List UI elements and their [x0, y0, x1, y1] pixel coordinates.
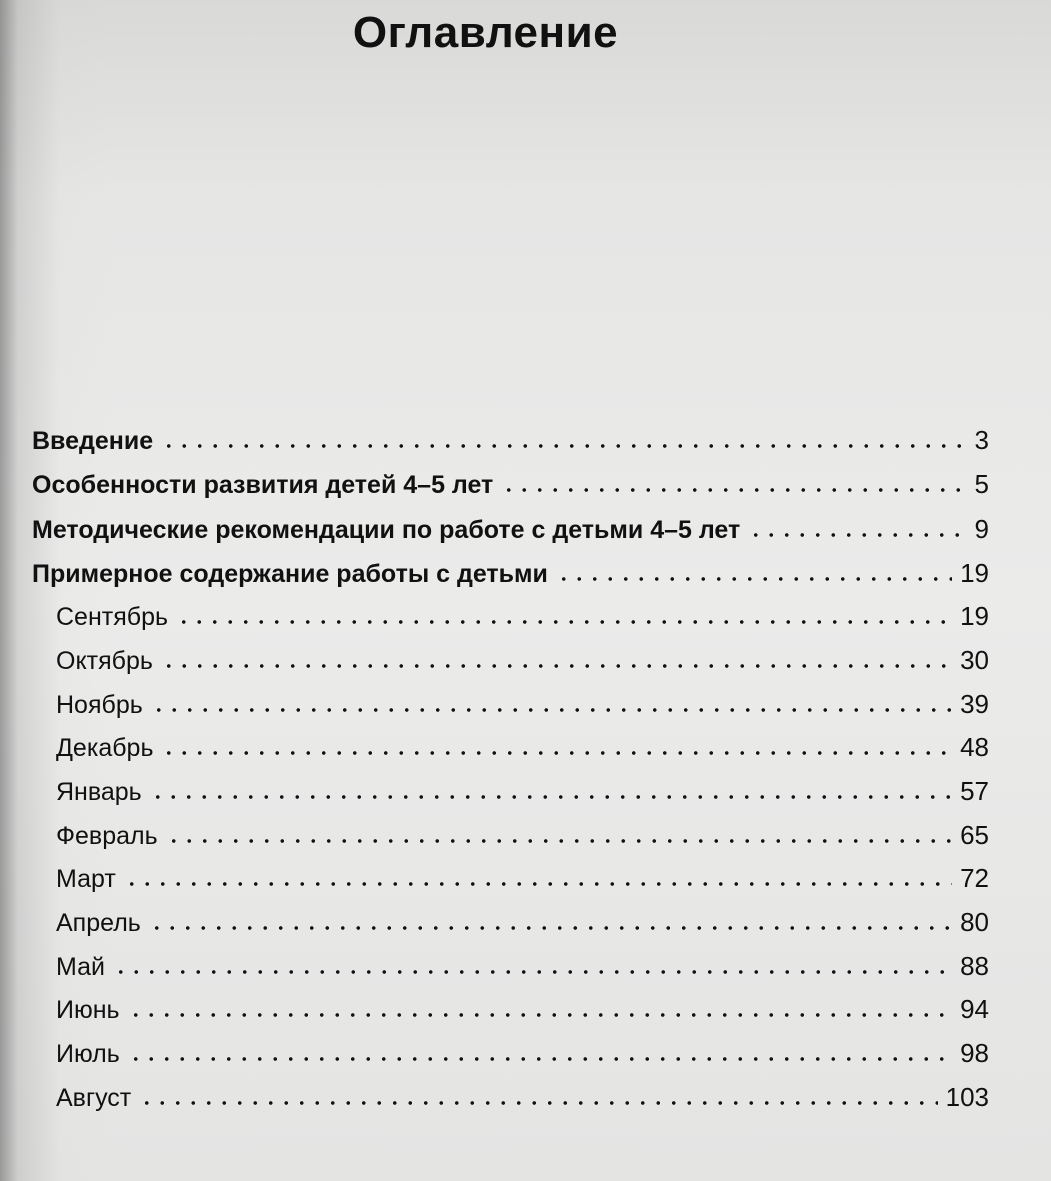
- toc-entry: [56, 942, 989, 982]
- toc-entry-label: Особенности развития детей 4–5 лет: [32, 471, 494, 499]
- toc-entry: [56, 811, 989, 851]
- dot-leader: [161, 750, 952, 756]
- toc-entry: [56, 680, 989, 720]
- toc-entry-page: 19: [960, 601, 989, 631]
- toc-entry: [32, 505, 989, 545]
- toc-entry-page: 72: [960, 863, 989, 893]
- toc-entry: [56, 985, 989, 1025]
- dot-leader: [128, 1056, 952, 1062]
- toc-entry: [32, 549, 989, 589]
- toc-entry-label: Февраль: [56, 822, 158, 850]
- toc-entry-label: Примерное содержание работы с детьми: [32, 560, 548, 588]
- dot-leader: [151, 707, 952, 713]
- page-title: Оглавление: [352, 8, 619, 57]
- toc-entry-label: Апрель: [56, 909, 141, 937]
- toc-entry-label: Июль: [56, 1040, 120, 1068]
- dot-leader: [139, 1100, 937, 1106]
- toc-entry-label: Октябрь: [56, 647, 153, 675]
- toc-entry-page: 19: [960, 558, 989, 588]
- dot-leader: [176, 619, 952, 625]
- dot-leader: [128, 1012, 953, 1018]
- toc-entry-page: 94: [960, 994, 989, 1024]
- toc-entry-page: 65: [960, 820, 989, 850]
- toc-entry: [56, 1029, 989, 1069]
- toc-entry: [56, 767, 989, 807]
- toc-entry-page: 9: [974, 514, 989, 544]
- toc-entry-label: Ноябрь: [56, 691, 143, 719]
- toc-entry-page: 5: [974, 469, 989, 499]
- toc-entry-label: Декабрь: [56, 734, 154, 762]
- dot-leader: [161, 443, 966, 449]
- toc-entry-page: 3: [974, 425, 989, 455]
- toc-entry-label: Январь: [56, 778, 142, 806]
- toc-entry-page: 88: [960, 951, 989, 981]
- toc-entry-page: 30: [960, 645, 989, 675]
- dot-leader: [556, 576, 952, 582]
- toc-entry: [56, 723, 989, 763]
- toc-entry: [56, 898, 989, 938]
- toc-entry-label: Введение: [32, 427, 154, 455]
- dot-leader: [124, 881, 952, 887]
- dot-leader: [150, 794, 952, 800]
- toc-entry-page: 80: [960, 907, 989, 937]
- toc-entry-label: Март: [56, 865, 116, 893]
- toc-entry-label: Август: [56, 1084, 132, 1112]
- dot-leader: [748, 532, 966, 538]
- toc-entry-page: 103: [945, 1082, 989, 1112]
- toc-entry-page: 48: [960, 732, 989, 762]
- toc-entry: [32, 460, 989, 500]
- dot-leader: [149, 925, 952, 931]
- dot-leader: [161, 663, 952, 669]
- toc-entry-page: 39: [960, 689, 989, 719]
- toc-entry: [56, 636, 989, 676]
- toc-entry-page: 57: [960, 776, 989, 806]
- toc-entry-label: Май: [56, 953, 105, 981]
- toc-entry: [56, 592, 989, 632]
- toc-entry-label: Методические рекомендации по работе с детьми 4–5 лет: [32, 516, 741, 544]
- dot-leader: [501, 487, 966, 493]
- toc-entry-label: Сентябрь: [56, 603, 168, 631]
- toc-entry: [56, 854, 989, 894]
- toc-entry-label: Июнь: [56, 996, 120, 1024]
- toc-entry: [32, 416, 989, 456]
- toc-entry: [56, 1073, 989, 1113]
- dot-leader: [166, 838, 952, 844]
- dot-leader: [113, 969, 952, 975]
- toc-entry-page: 98: [960, 1038, 989, 1068]
